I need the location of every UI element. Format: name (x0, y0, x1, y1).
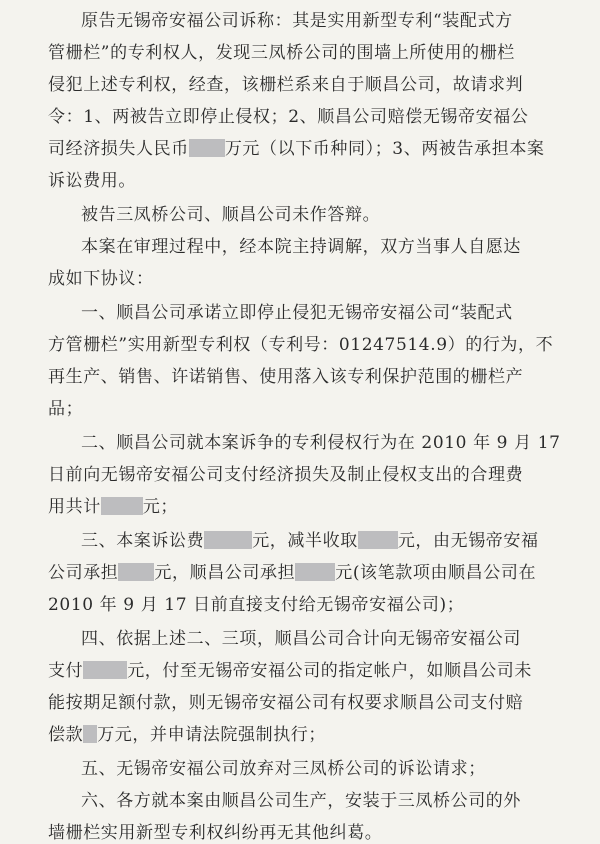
text-segment: 三、本案诉讼费 (81, 531, 205, 551)
text-segment: 品； (48, 399, 84, 419)
document-line (48, 366, 600, 388)
document-line (48, 42, 600, 64)
text-segment: 元； (142, 497, 179, 517)
text-segment: 公司承担 (48, 563, 119, 583)
text-segment: 管栅栏”的专利权人，发现三凤桥公司的围墙上所使用的栅栏 (48, 43, 515, 63)
redaction-box (83, 661, 127, 679)
redaction-box (189, 139, 225, 157)
text-segment: 万元（以下币种同）；3、两被告承担本案 (224, 139, 545, 159)
text-segment: 墙栅栏实用新型专利权纠纷再无其他纠葛。 (48, 823, 383, 843)
document-line (48, 334, 600, 356)
text-segment: 原告无锡帝安福公司诉称：其是实用新型专利“装配式方 (81, 11, 513, 31)
document-line (48, 464, 600, 486)
redaction-box (204, 531, 252, 549)
document-line (81, 236, 600, 258)
text-segment: 偿款 (48, 725, 84, 745)
document-line (81, 628, 600, 650)
document-line (81, 530, 600, 552)
text-segment: 元，顺昌公司承担 (154, 563, 296, 583)
text-segment: 令：1、两被告立即停止侵权；2、顺昌公司赔偿无锡帝安福公 (48, 107, 529, 127)
text-segment: 侵犯上述专利权，经查，该栅栏系来自于顺昌公司，故请求判 (48, 75, 524, 95)
text-segment: 万元，并申请法院强制执行； (97, 725, 327, 745)
text-segment: 一、顺昌公司承诺立即停止侵犯无锡帝安福公司“装配式 (81, 303, 513, 323)
document-line (48, 562, 600, 584)
text-segment: 再生产、销售、许诺销售、使用落入该专利保护范围的栅栏产 (48, 367, 524, 387)
redaction-box (101, 497, 143, 515)
document-line (81, 790, 600, 812)
text-segment: 二、顺昌公司就本案诉争的专利侵权行为在 2010 年 9 月 17 (81, 433, 561, 453)
document-line (81, 302, 600, 324)
text-segment: 元，付至无锡帝安福公司的指定帐户，如顺昌公司未 (127, 661, 533, 681)
document-line (81, 204, 600, 226)
text-segment: 四、依据上述二、三项，顺昌公司合计向无锡帝安福公司 (81, 629, 521, 649)
document-line (48, 170, 600, 192)
text-segment: 五、无锡帝安福公司放弃对三凤桥公司的诉讼请求； (81, 759, 486, 779)
text-segment: 被告三凤桥公司、顺昌公司未作答辩。 (81, 205, 381, 225)
text-segment: 诉讼费用。 (48, 171, 136, 191)
text-segment: 元，由无锡帝安福 (397, 531, 539, 551)
text-segment: 用共计 (48, 497, 101, 517)
text-segment: 六、各方就本案由顺昌公司生产，安装于三凤桥公司的外 (81, 791, 521, 811)
document-line (81, 432, 600, 454)
redaction-box (295, 563, 335, 581)
document-line (48, 268, 600, 290)
text-segment: 司经济损失人民币 (48, 139, 189, 159)
document-line (48, 106, 600, 128)
text-segment: 2010 年 9 月 17 日前直接支付给无锡帝安福公司)； (48, 595, 465, 615)
document-line (48, 692, 600, 714)
document-line (48, 724, 600, 746)
text-segment: 元，减半收取 (252, 531, 358, 551)
document-line (81, 758, 600, 780)
redaction-box (83, 725, 97, 743)
text-segment: 方管栅栏”实用新型专利权（专利号：01247514.9）的行为，不 (48, 335, 554, 355)
document-line (48, 594, 600, 616)
document-line (48, 660, 600, 682)
document-line (48, 74, 600, 96)
document-line (48, 398, 600, 420)
text-segment: 元(该笔款项由顺昌公司在 (335, 563, 537, 583)
text-segment: 日前向无锡帝安福公司支付经济损失及制止侵权支出的合理费 (48, 465, 524, 485)
document-line (48, 496, 600, 518)
document-line (81, 10, 600, 32)
document-line (48, 138, 600, 160)
text-segment: 本案在审理过程中，经本院主持调解，双方当事人自愿达 (81, 237, 521, 257)
redaction-box (358, 531, 398, 549)
text-segment: 支付 (48, 661, 84, 681)
text-segment: 能按期足额付款，则无锡帝安福公司有权要求顺昌公司支付赔 (48, 693, 524, 713)
redaction-box (118, 563, 154, 581)
text-segment: 成如下协议： (48, 269, 154, 289)
